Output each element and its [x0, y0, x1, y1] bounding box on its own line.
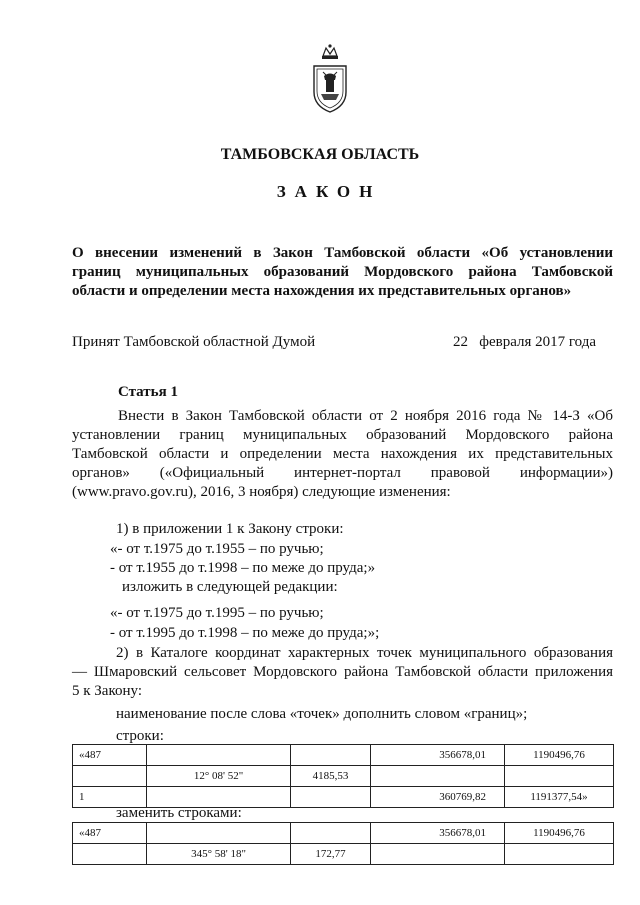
x-cell — [371, 766, 505, 787]
adoption-date — [453, 334, 596, 351]
distance-cell — [291, 787, 371, 808]
table-row — [73, 745, 614, 766]
subject-line: области и определении места нахождения их представительных органов» — [72, 283, 572, 299]
point-cell: «487 — [73, 745, 147, 766]
table-row — [73, 766, 614, 787]
region-title: ТАМБОВСКАЯ ОБЛАСТЬ — [220, 146, 420, 163]
intro-line: органов» («Официальный интернет-портал правовой информации») — [72, 465, 613, 481]
point-cell — [73, 844, 147, 865]
new-line: - от т.1995 до т.1998 – по меже до пруда;»; — [110, 625, 380, 641]
table-row — [73, 844, 614, 865]
distance-cell: 4185,53 — [291, 766, 371, 787]
table-row — [73, 823, 614, 844]
y-cell: 1190496,76 — [505, 745, 614, 766]
item2-paragraph — [72, 644, 613, 701]
intro-line: Тамбовской области и определении места нахождения их представительных — [72, 446, 613, 462]
point-cell — [73, 766, 147, 787]
distance-cell: 172,77 — [291, 844, 371, 865]
item2-line: 5 к Закону: — [72, 683, 142, 699]
new-coordinates-table — [72, 822, 614, 865]
intro-line: Внести в Закон Тамбовской области от 2 ноября 2016 года № 14-З «Об — [118, 408, 613, 424]
coat-of-arms-emblem — [311, 42, 349, 114]
rows-label: строки: — [116, 728, 164, 744]
item2-line: 2) в Каталоге координат характерных точек муниципального образования — [116, 645, 613, 661]
distance-cell — [291, 745, 371, 766]
adopted-by: Принят Тамбовской областной Думой — [72, 334, 316, 350]
old-line: «- от т.1975 до т.1955 – по ручью; — [110, 541, 324, 557]
angle-cell: 12° 08' 52" — [147, 766, 291, 787]
angle-cell — [147, 823, 291, 844]
y-cell — [505, 844, 614, 865]
point-cell: «487 — [73, 823, 147, 844]
document-type: ЗАКОН — [276, 182, 382, 201]
new-line: «- от т.1975 до т.1995 – по ручью; — [110, 605, 324, 621]
intro-paragraph — [72, 407, 613, 502]
subject-line: О внесении изменений в Закон Тамбовской области «Об установлении — [72, 245, 613, 261]
adoption-month-year: февраля 2017 года — [479, 334, 597, 350]
intro-line: установлении границ муниципальных образований Мордовского района — [72, 427, 613, 443]
adoption-day: 22 — [453, 334, 468, 350]
intro-line: (www.pravo.gov.ru), 2016, 3 ноября) следующие изменения: — [72, 484, 451, 500]
naming-change: наименование после слова «точек» дополнить словом «границ»; — [116, 706, 528, 722]
old-coordinates-table — [72, 744, 614, 808]
x-cell: 356678,01 — [371, 823, 505, 844]
article-title: Статья 1 — [118, 384, 178, 400]
item2-line: — Шмаровский сельсовет Мордовского района Тамбовской области приложения — [72, 664, 613, 680]
replace-label: заменить строками: — [116, 805, 242, 821]
subject-line: границ муниципальных образований Мордовского района Тамбовской — [72, 264, 613, 280]
y-cell: 1191377,54» — [505, 787, 614, 808]
angle-cell: 345° 58' 18" — [147, 844, 291, 865]
x-cell: 360769,82 — [371, 787, 505, 808]
distance-cell — [291, 823, 371, 844]
x-cell: 356678,01 — [371, 745, 505, 766]
item1-intro: 1) в приложении 1 к Закону строки: — [116, 521, 344, 537]
angle-cell — [147, 745, 291, 766]
old-line: - от т.1955 до т.1998 – по меже до пруда;» — [110, 560, 376, 576]
point-cell: 1 — [73, 787, 147, 808]
x-cell — [371, 844, 505, 865]
replace-phrase: изложить в следующей редакции: — [122, 579, 338, 595]
y-cell: 1190496,76 — [505, 823, 614, 844]
y-cell — [505, 766, 614, 787]
law-subject — [72, 244, 613, 301]
